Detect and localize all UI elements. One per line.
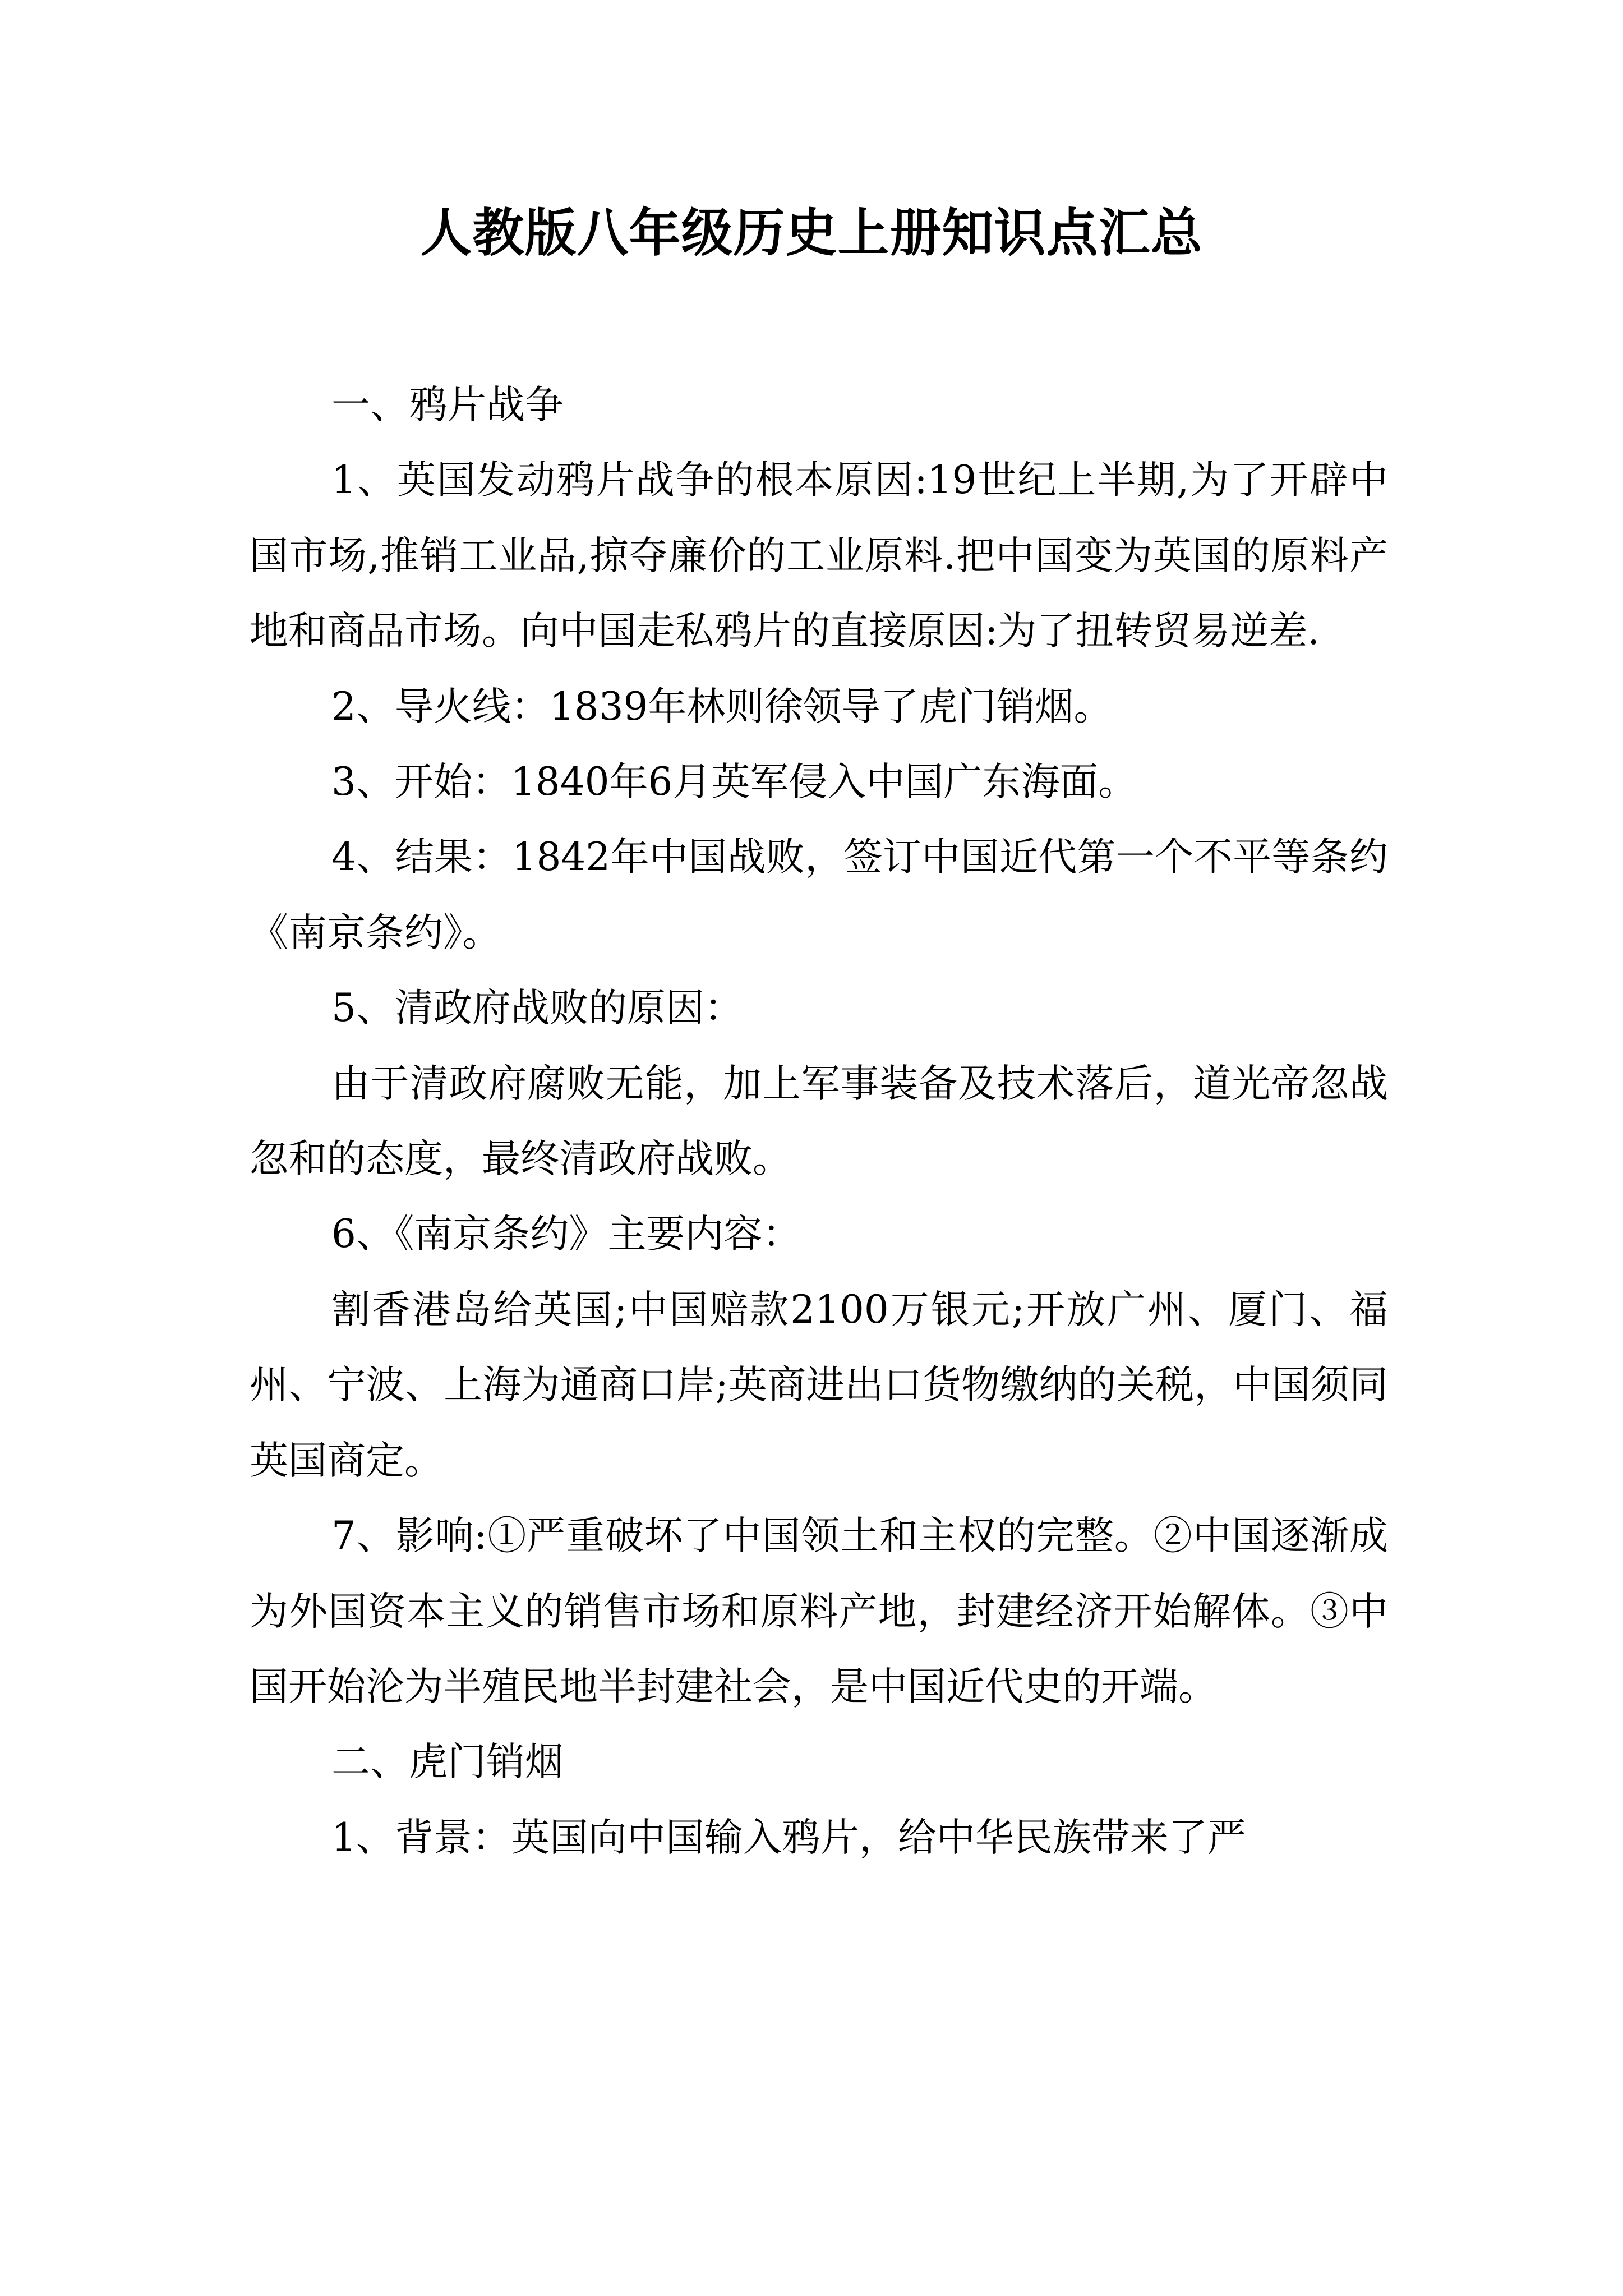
paragraph-treaty-content: 割香港岛给英国;中国赔款2100万银元;开放广州、厦门、福州、宁波、上海为通商口岸;英商进出口货物缴纳的关税，中国须同英国商定。 — [250, 1287, 1388, 1483]
paragraph-start: 3、开始：1840年6月英军侵入中国广东海面。 — [331, 760, 1137, 805]
paragraph-trigger: 2、导火线：1839年林则徐领导了虎门销烟。 — [331, 684, 1113, 729]
paragraph-influence: 7、影响:①严重破坏了中国领土和主权的完整。②中国逐渐成为外国资本主义的销售市场和原料产地，封建经济开始解体。③中国开始沦为半殖民地半封建社会，是中国近代史的开端。 — [250, 1513, 1388, 1709]
paragraph-defeat-reason-heading: 5、清政府战败的原因： — [331, 986, 743, 1031]
paragraph-root-cause: 1、英国发动鸦片战争的根本原因:19世纪上半期,为了开辟中国市场,推销工业品,掠夺廉价的工业原料.把中国变为英国的原料产地和商品市场。向中国走私鸦片的直接原因:为了扭转贸易逆差. — [250, 458, 1388, 654]
paragraph-background: 1、背景：英国向中国输入鸦片，给中华民族带来了严 — [331, 1815, 1246, 1860]
paragraph-defeat-reason: 由于清政府腐败无能，加上军事装备及技术落后，道光帝忽战忽和的态度，最终清政府战败。 — [250, 1061, 1388, 1182]
document-body — [250, 367, 1388, 1875]
section-heading-opium-war: 一、鸦片战争 — [331, 383, 564, 427]
document-title: 人教版八年级历史上册知识点汇总 — [420, 203, 1203, 263]
section-heading-humen: 二、虎门销烟 — [331, 1740, 564, 1785]
paragraph-result: 4、结果：1842年中国战败，签订中国近代第一个不平等条约《南京条约》。 — [250, 835, 1388, 955]
paragraph-treaty-heading: 6、《南京条约》主要内容： — [331, 1212, 801, 1257]
